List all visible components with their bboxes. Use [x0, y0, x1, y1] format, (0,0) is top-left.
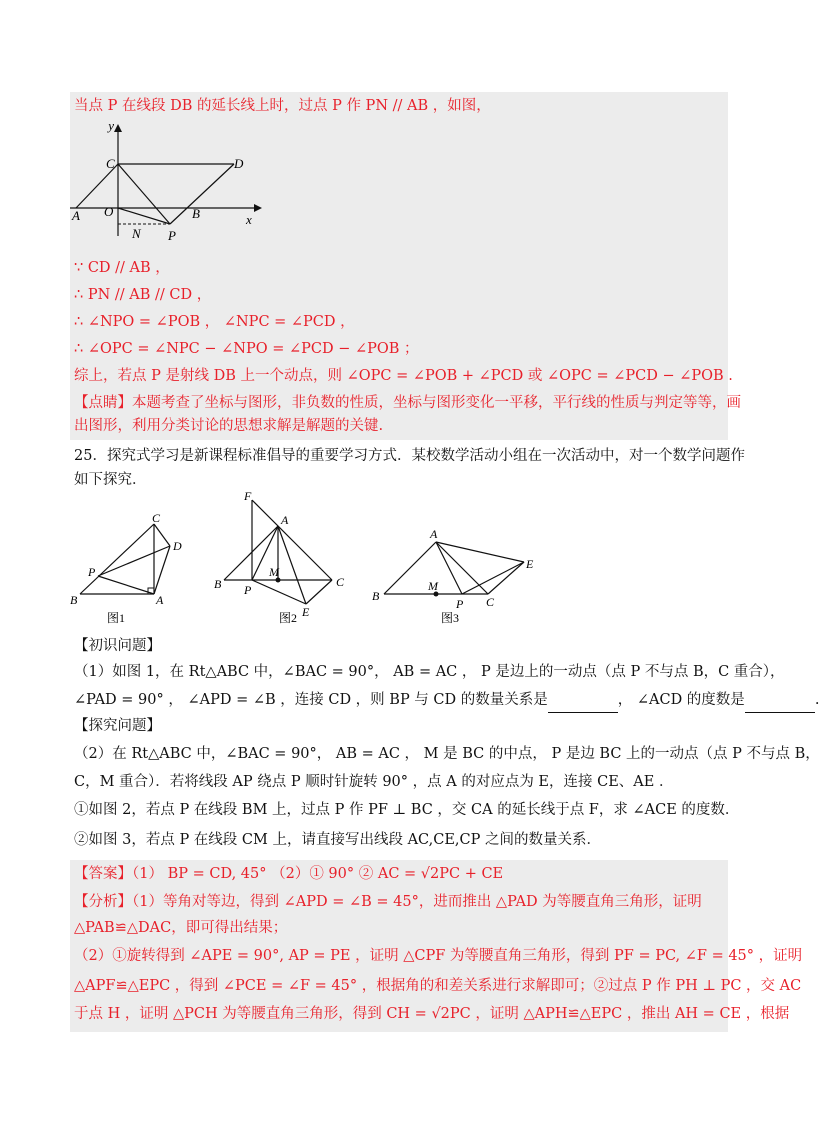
fig2-label-f: F	[244, 489, 252, 503]
fig3-ac	[436, 542, 488, 594]
fig3-label-b: B	[372, 589, 380, 603]
part1-text-a: ∠PAD = 90° ， ∠APD = ∠B ，连接 CD ，则 BP 与 CD 的数量关系是	[74, 692, 548, 708]
figure-2	[214, 489, 345, 625]
q25-line-1: 25．探究式学习是新课程标准倡导的重要学习方式．某校数学活动小组在一次活动中，对一个数学问题作	[74, 448, 745, 464]
fig2-label-m: M	[269, 565, 279, 579]
answer-line	[74, 864, 503, 884]
part1-text-b: ， ∠ACD 的度数是	[617, 692, 745, 708]
fig1-label-d: D	[173, 539, 182, 553]
fig3-label-e: E	[526, 557, 534, 571]
analysis-line-4: △APF≌△EPC ，得到 ∠PCE = ∠F = 45° ，根据角的和差关系进行求解即可；②过点 P 作 PH ⊥ PC ，交 AC	[74, 978, 802, 994]
fig2-label-b: B	[214, 577, 222, 591]
label-x: x	[246, 212, 252, 227]
fig2-ce	[306, 580, 332, 604]
prev-comment-1	[74, 393, 741, 413]
label-d: D	[234, 156, 244, 171]
fig3-ap	[436, 542, 462, 594]
section-explore: 【探究问题】	[74, 718, 161, 734]
prev-step-1: ∵ CD // AB ，	[74, 260, 170, 276]
fig2-caption: 图2	[278, 611, 298, 625]
fig1-pd	[98, 546, 170, 576]
fig1-bc	[80, 524, 154, 594]
fig3-label-p: P	[456, 597, 464, 611]
answer-blank-2[interactable]	[745, 692, 815, 713]
fig2-label-a: A	[281, 513, 289, 527]
segment-dp	[170, 164, 234, 224]
figure-3	[372, 527, 534, 625]
prev-step-2: ∴ PN // AB // CD ，	[74, 287, 212, 303]
figures-row	[66, 490, 546, 630]
figure-1	[70, 511, 182, 625]
fig3-label-m: M	[428, 579, 438, 593]
answer-text: （1） BP = CD, 45° （2）① 90° ② AC = √2PC + CE	[132, 866, 504, 882]
fig2-label-e: E	[302, 605, 310, 619]
part2-line-1: （2）在 Rt△ABC 中，∠BAC = 90°， AB = AC ， M 是 BC 的中点， P 是边 BC 上的一动点（点 P 不与点 B，	[74, 746, 820, 762]
y-axis-arrow-icon	[114, 124, 122, 132]
part1-text-c: .	[814, 692, 820, 708]
fig1-label-a: A	[156, 593, 164, 607]
fig1-pa	[98, 576, 154, 594]
part2-line-4: ②如图 3，若点 P 在线段 CM 上，请直接写出线段 AC,CE,CP 之间的数量关系．	[74, 832, 601, 848]
prev-intro: 当点 P 在线段 DB 的延长线上时，过点 P 作 PN // AB ，如图，	[74, 98, 491, 114]
part1-line-1: （1）如图 1，在 Rt△ABC 中，∠BAC = 90°， AB = AC ， P 是边上的一动点（点 P 不与点 B，C 重合），	[74, 664, 785, 680]
segment-cp	[118, 164, 170, 224]
label-a: A	[72, 208, 80, 223]
analysis-line-3: （2）①旋转得到 ∠APE = 90°, AP = PE ，证明 △CPF 为等腰直角三角形，得到 PF = PC, ∠F = 45° ，证明	[74, 948, 803, 964]
label-o: O	[104, 204, 114, 219]
fig1-label-p: P	[88, 565, 96, 579]
fig3-label-a: A	[430, 527, 438, 541]
x-axis-arrow-icon	[254, 204, 262, 212]
fig3-ae	[436, 542, 524, 562]
analysis-line-2: △PAB≌△DAC，即可得出结果；	[74, 920, 288, 936]
part1-line-2	[74, 690, 819, 713]
label-b: B	[192, 206, 200, 221]
part2-line-2: C，M 重合）．若将线段 AP 绕点 P 顺时针旋转 90° ，点 A 的对应点为 E，连接 CE、AE ．	[74, 774, 674, 790]
coordinate-figure	[66, 118, 266, 243]
fig2-pe	[252, 580, 306, 604]
comment-tag: 【点睛】	[74, 395, 132, 411]
q25-line-2: 如下探究．	[74, 472, 147, 488]
analysis-line-5: 于点 H ，证明 △PCH 为等腰直角三角形，得到 CH = √2PC ，证明 △APH≌△EPC ，推出 AH = CE ，根据	[74, 1006, 790, 1022]
answer-tag: 【答案】	[74, 866, 132, 882]
analysis-text-1: （1）等角对等边，得到 ∠APD = ∠B = 45°，进而推出 △PAD 为等腰直角三角形，证明	[132, 894, 702, 910]
label-n: N	[132, 226, 141, 241]
fig2-label-p: P	[244, 583, 252, 597]
comment-text-1: 本题考查了坐标与图形，非负数的性质，坐标与图形变化一平移，平行线的性质与判定等等，画	[132, 395, 741, 411]
label-y: y	[108, 118, 114, 133]
prev-step-3: ∴ ∠NPO = ∠POB ， ∠NPC = ∠PCD ，	[74, 314, 355, 330]
fig1-ad	[154, 546, 170, 594]
fig1-label-b: B	[70, 593, 78, 607]
fig2-ae	[278, 526, 306, 604]
label-p: P	[168, 228, 176, 243]
fig3-caption: 图3	[440, 611, 460, 625]
fig1-label-c: C	[152, 511, 161, 525]
answer-blank-1[interactable]	[548, 692, 618, 713]
analysis-line-1	[74, 892, 702, 912]
part2-line-3: ①如图 2，若点 P 在线段 BM 上，过点 P 作 PF ⊥ BC ，交 CA 的延长线于点 F，求 ∠ACE 的度数．	[74, 802, 740, 818]
segment-op	[118, 208, 170, 224]
prev-comment-2: 出图形，利用分类讨论的思想求解是解题的关键.	[74, 418, 384, 434]
fig3-label-c: C	[486, 595, 495, 609]
section-initial: 【初识问题】	[74, 638, 161, 654]
analysis-tag: 【分析】	[74, 894, 132, 910]
label-c: C	[106, 156, 115, 171]
prev-summary: 综上，若点 P 是射线 DB 上一个动点，则 ∠OPC = ∠POB + ∠PCD 或 ∠OPC = ∠PCD − ∠POB .	[74, 368, 733, 384]
fig1-caption: 图1	[106, 611, 126, 625]
prev-step-4: ∴ ∠OPC = ∠NPC − ∠NPO = ∠PCD − ∠POB ；	[74, 341, 419, 357]
fig1-cd	[154, 524, 170, 546]
fig2-label-c: C	[336, 575, 345, 589]
